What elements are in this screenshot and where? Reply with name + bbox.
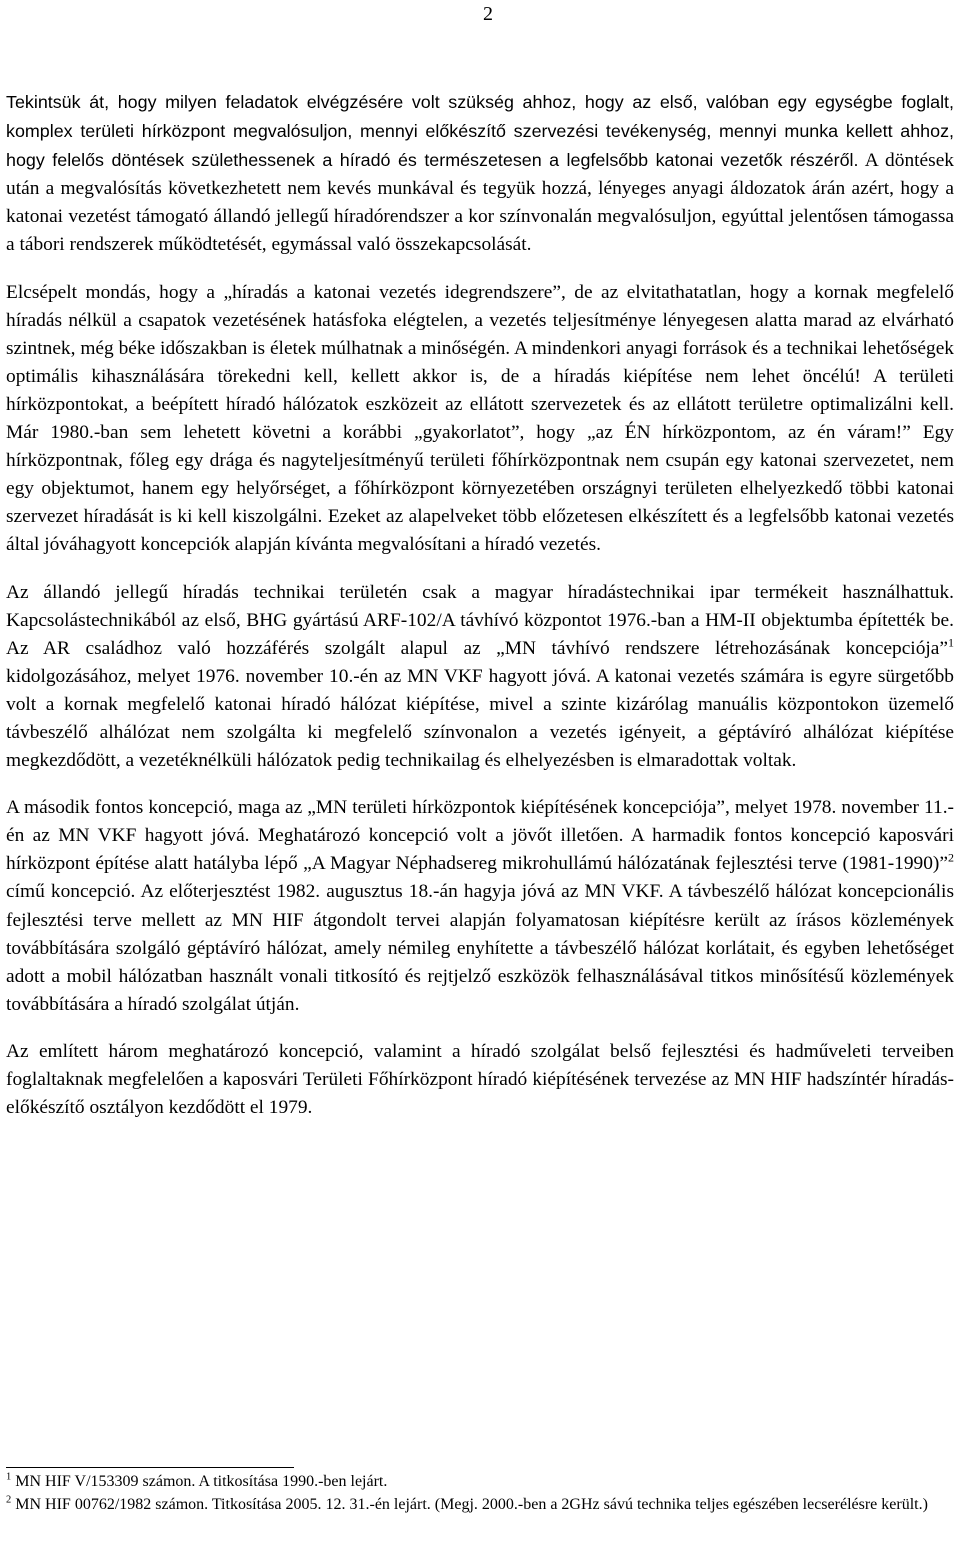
paragraph-1-sans-part: Tekintsük át, hogy milyen feladatok elvégzésére volt szükség ahhoz, hogy az első, valóban egy egységbe foglalt, komplex területi hírközpont megvalósuljon, mennyi előkészítő szervezési tevékenység, mennyi munka kellett ahhoz, hogy felelős döntések születhessenek a híradó és természetesen a legfelsőbb katonai vezetők részéről. [6,92,954,171]
paragraph-1 [6,88,954,260]
footnote-1-mark: 1 [6,1471,12,1483]
paragraph-4-text-after: című koncepció. Az előterjesztést 1982. augusztus 18.-án hagyja jóvá az MN VKF. A távbeszélő hálózat koncepcionális fejlesztési terve mellett az MN HIF átgondolt tervei alapján folyamatosan kiépítésre került az írásos közlemények továbbítására szolgáló géptávíró hálózat, amely némileg enyhítette a távbeszélő hálózat korlátait, és egyben lehetőséget adott a mobil hálózatban használt vonali titkosító és rejtjelző eszközök felhasználásával titkos minősítésű közlemények továbbítására a híradó szolgálat útján. [6,881,954,1015]
footnote-separator [6,1467,294,1468]
paragraph-3-text-before: Az állandó jellegű híradás technikai területén csak a magyar híradástechnikai ipar termékeit használhattuk. Kapcsolástechnikából az első, BHG gyártású ARF-102/A távhívó központot 1976.-ban a HM-II objektumba építették be. Az AR családhoz való hozzáférés szolgált alapul az „MN távhívó rendszere létrehozásának koncepciója” [6,581,954,659]
paragraph-3-text-after: kidolgozásához, melyet 1976. november 10.-én az MN VKF hagyott jóvá. A katonai vezetés számára is egyre sürgetőbb volt a kornak megfelelő katonai híradó hálózat kiépítése, mivel a szinte kizárólag manuális központokon üzemelő távbeszélő alhálózat nem szolgálta ki megfelelő színvonalon a vezetés igényeit, a géptávíró alhálózat kiépítése megkezdődött, a vezetéknélküli hálózatok pedig technikailag és elhelyezésben is elmaradottak voltak. [6,665,954,772]
footnote-1-text: MN HIF V/153309 számon. A titkosítása 1990.-ben lejárt. [11,1473,388,1490]
footnote-1 [6,1470,954,1493]
footnote-2-text: MN HIF 00762/1982 számon. Titkosítása 2005. 12. 31.-én lejárt. (Megj. 2000.-ben a 2GHz sávú technika teljes egészében lecserélésre került.) [11,1496,928,1513]
footnote-2 [6,1493,954,1516]
paragraph-1-serif-part: A döntések után a megvalósítás következhetett nem kevés munkával és tegyük hozzá, lényeges anyagi áldozatok árán azért, hogy a katonai vezetést támogató állandó jellegű híradórendszer a kor színvonalán megvalósuljon, egyúttal jelentősen támogassa a tábori rendszerek működtetését, egymással való összekapcsolását. [6,150,954,256]
paragraph-3 [6,579,954,776]
footnote-2-mark: 2 [6,1494,12,1506]
paragraph-2: Elcsépelt mondás, hogy a „híradás a katonai vezetés idegrendszere”, de az elvitathatatlan, hogy a kornak megfelelő híradás nélkül a csapatok vezetésének hatásfoka elégtelen, a vezetés teljesítménye lényegesen alatta marad az elvárható szintnek, még béke időszakban is életek múlhatnak a minőségén. A mindenkori anyagi források és a technikai lehetőségek optimális kihasználására törekedni kell, kellett akkor is, de a híradás kiépítése nem lehet öncélú! A területi hírközpontokat, a beépített híradó hálózatok eszközeit az ellátott szervezetek és az ellátott területre optimalizálni kell. Már 1980.-ban sem lehetett követni a korábbi „gyakorlatot”, hogy „az ÉN hírközpontom, az én váram!” Egy hírközpontnak, főleg egy drága és nagyteljesítményű területi főhírközpontnak nem csupán egy katonai szervezetet, nem egy objektumot, hanem egy helyőrséget, a főhírközpont környezetében országnyi területen elhelyezkedő többi katonai szervezet híradását is ki kell kiszolgálni. Ezeket az alapelveket több előzetesen elkészített és a legfelsőbb katonai vezetés által jóváhagyott koncepciók alapján kívánta megvalósítani a híradó vezetés. [6,281,954,556]
paragraph-4 [6,794,954,1019]
page-number: 2 [483,3,493,25]
paragraph-4-text-before: A második fontos koncepció, maga az „MN területi hírközpontok kiépítésének koncepciója”, melyet 1978. november 11.-én az MN VKF hagyott jóvá. Meghatározó koncepció volt a jövőt illetően. A harmadik fontos koncepció kaposvári hírközpont építése alatt hatályba lépő „A Magyar Néphadsereg mikrohullámú hálózatának fejlesztési terve (1981-1990)” [6,797,954,875]
paragraph-5: Az említett három meghatározó koncepció, valamint a híradó szolgálat belső fejlesztési és hadműveleti terveiben foglaltaknak megfelelően a kaposvári Területi Főhírközpont híradó kiépítésének tervezése az MN HIF hadszíntér híradás-előkészítő osztályon kezdődött el 1979. [6,1040,954,1119]
body-text [6,88,954,1122]
footnotes [6,1470,954,1516]
footnote-ref-2: 2 [948,850,954,865]
footnote-ref-1: 1 [948,635,954,650]
